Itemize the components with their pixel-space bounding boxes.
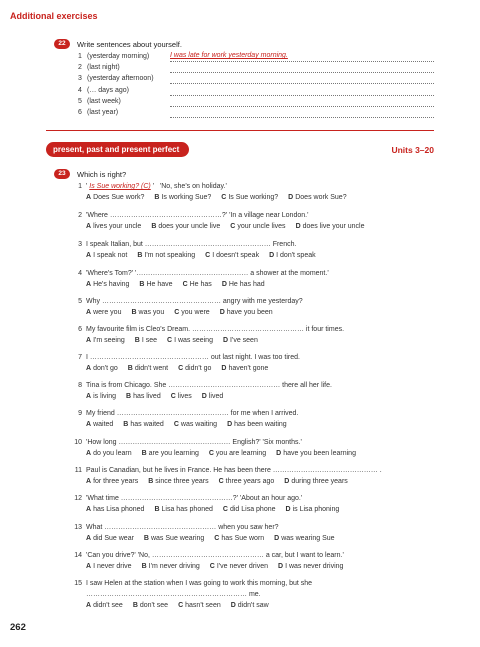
answer-option[interactable] — [284, 478, 347, 485]
question-stem: 'How long ………………………………………… English?' 'Six months.' — [86, 439, 302, 446]
option-letter: D — [278, 563, 284, 570]
option-letter: C — [209, 563, 215, 570]
question-number: 12 — [74, 495, 82, 502]
option-letter: C — [170, 393, 176, 400]
answer-options — [86, 223, 375, 230]
option-text: I see — [141, 337, 157, 344]
option-text: do you learn — [93, 450, 132, 457]
option-letter: A — [86, 450, 92, 457]
exercise-row — [78, 53, 438, 64]
option-letter: D — [222, 337, 229, 344]
exercise-row — [78, 87, 438, 98]
answer-line[interactable] — [170, 95, 434, 96]
option-text: I was seeing — [174, 337, 213, 344]
row-cue: (last week) — [87, 97, 121, 105]
answer-option[interactable] — [142, 563, 200, 570]
option-letter: D — [284, 478, 290, 485]
answer-option[interactable] — [131, 309, 164, 316]
answer-option[interactable] — [123, 421, 164, 428]
option-text: has Lisa phoned — [93, 506, 145, 513]
option-letter: A — [86, 421, 92, 428]
question-number: 10 — [74, 439, 82, 446]
option-text: three years ago — [225, 478, 275, 485]
answer-option[interactable] — [223, 506, 276, 513]
option-letter: C — [221, 194, 227, 201]
answer-option[interactable] — [205, 252, 259, 259]
option-letter: D — [230, 602, 236, 609]
option-letter: A — [86, 506, 92, 513]
answer-option[interactable] — [209, 450, 266, 457]
question-number: 14 — [74, 552, 82, 559]
question-number: 2 — [78, 212, 82, 219]
answer-option[interactable] — [86, 506, 144, 513]
answer-option[interactable] — [86, 281, 129, 288]
question-number: 4 — [78, 270, 82, 277]
question-stem: 'Where …………………………………………?' 'In a village near London.' — [86, 212, 309, 219]
answer-option[interactable] — [183, 281, 212, 288]
option-text: He have — [146, 281, 173, 288]
option-letter: C — [167, 337, 173, 344]
answer-option[interactable] — [174, 421, 217, 428]
question-stem: Paul is Canadian, but he lives in France. He has been there ……………………………………… . — [86, 467, 382, 474]
option-text: are you learning — [148, 450, 199, 457]
option-letter: A — [86, 223, 92, 230]
answer-option[interactable] — [178, 602, 221, 609]
answer-option[interactable] — [86, 535, 134, 542]
option-text: is living — [93, 393, 117, 400]
option-letter: A — [86, 194, 92, 201]
question-stem: Tina is from Chicago. She ………………………………………… there all her life. — [86, 382, 332, 389]
question-number: 9 — [78, 410, 82, 417]
option-text: was waiting — [180, 421, 218, 428]
option-text: I'm not speaking — [144, 252, 196, 259]
exercise-instruction: Which is right? — [77, 170, 127, 179]
question-number: 11 — [74, 467, 82, 474]
answer-option[interactable] — [86, 421, 113, 428]
option-text: I've never driven — [216, 563, 268, 570]
answer-options — [86, 450, 366, 457]
answer-option[interactable] — [274, 535, 334, 542]
answer-option[interactable] — [133, 602, 168, 609]
answer-line[interactable] — [170, 72, 434, 73]
question-stem: My favourite film is Cleo's Dream. ………………………………………… it four times. — [86, 326, 345, 333]
option-letter: B — [134, 337, 140, 344]
question-stem: 'Where's Tom?' '………………………………………… a shower at the moment.' — [86, 270, 329, 277]
question-stem: Why …………………………………………… angry with me yesterday? — [86, 298, 303, 305]
answer-option[interactable] — [221, 194, 278, 201]
answer-option[interactable] — [223, 337, 258, 344]
option-letter: C — [218, 478, 224, 485]
row-cue: (… days ago) — [87, 86, 130, 94]
option-letter: C — [214, 535, 220, 542]
answer-options — [86, 365, 278, 372]
sample-answer: Is Sue working? (C) — [89, 183, 151, 190]
answer-options — [86, 393, 233, 400]
option-text: you are learning — [215, 450, 267, 457]
question-number: 5 — [78, 298, 82, 305]
row-number: 1 — [78, 53, 82, 60]
option-letter: B — [143, 535, 149, 542]
answer-options — [86, 337, 268, 344]
option-text: didn't see — [93, 602, 123, 609]
option-text: lived — [208, 393, 224, 400]
option-text: was you — [138, 309, 165, 316]
option-letter: D — [219, 309, 225, 316]
exercise-row — [78, 109, 438, 120]
option-text: I'm never driving — [148, 563, 200, 570]
option-letter: B — [132, 602, 138, 609]
option-letter: D — [221, 365, 227, 372]
option-letter: A — [86, 252, 92, 259]
answer-options — [86, 535, 345, 542]
option-text: hasn't seen — [185, 602, 221, 609]
option-text: did Lisa phone — [229, 506, 276, 513]
option-text: does your uncle live — [158, 223, 221, 230]
option-letter: D — [221, 281, 227, 288]
option-letter: D — [285, 506, 291, 513]
answer-option[interactable] — [86, 450, 132, 457]
question-stem: I …………………………………………… out last night. I was too tired. — [86, 354, 300, 361]
answer-option[interactable] — [296, 223, 365, 230]
answer-options — [86, 602, 279, 609]
row-number: 4 — [78, 86, 82, 94]
page-number: 262 — [10, 622, 26, 633]
answer-option[interactable] — [230, 223, 285, 230]
answer-option[interactable] — [288, 194, 346, 201]
row-cue: (yesterday afternoon) — [87, 75, 154, 83]
question-number: 15 — [74, 580, 82, 587]
answer-option[interactable] — [126, 393, 161, 400]
option-letter: A — [86, 478, 92, 485]
option-text: He has — [189, 281, 212, 288]
question-stem: ' Is Sue working? (C) ' 'No, she's on holiday.' — [86, 183, 227, 190]
exercise-row — [78, 98, 438, 109]
answer-option[interactable] — [220, 309, 273, 316]
option-letter: C — [222, 506, 228, 513]
option-text: He has had — [228, 281, 265, 288]
answer-option[interactable] — [174, 309, 209, 316]
answer-options — [86, 194, 357, 201]
row-number: 2 — [78, 64, 82, 72]
answer-line[interactable] — [170, 83, 434, 84]
answer-option[interactable] — [222, 281, 265, 288]
answer-option[interactable] — [86, 365, 118, 372]
option-text: has lived — [133, 393, 161, 400]
option-text: Is working Sue? — [161, 194, 212, 201]
option-letter: D — [274, 535, 280, 542]
option-text: for three years — [93, 478, 139, 485]
option-letter: C — [178, 602, 184, 609]
option-text: don't see — [139, 602, 169, 609]
option-text: did Sue wear — [93, 535, 134, 542]
answer-option[interactable] — [154, 506, 212, 513]
option-letter: B — [137, 252, 143, 259]
answer-option[interactable] — [135, 337, 157, 344]
option-letter: A — [86, 365, 92, 372]
option-text: were you — [93, 309, 122, 316]
answer-line[interactable] — [170, 117, 434, 118]
answer-option[interactable] — [286, 506, 340, 513]
option-letter: C — [230, 223, 236, 230]
units-reference: Units 3–20 — [391, 145, 434, 155]
option-text: Lisa has phoned — [161, 506, 213, 513]
option-letter: C — [182, 281, 188, 288]
option-text: was Sue wearing — [150, 535, 205, 542]
option-text: does live your uncle — [302, 223, 365, 230]
option-text: Does Sue work? — [93, 194, 145, 201]
row-cue: (last night) — [87, 64, 120, 72]
question-stem: I speak Italian, but ……………………………………………… French. — [86, 241, 297, 248]
option-letter: B — [123, 421, 129, 428]
option-text: have you been — [226, 309, 273, 316]
option-text: lives — [177, 393, 192, 400]
option-text: has Sue worn — [221, 535, 265, 542]
answer-option[interactable] — [227, 421, 287, 428]
answer-option[interactable] — [221, 365, 268, 372]
option-text: I don't speak — [276, 252, 316, 259]
option-letter: B — [131, 309, 137, 316]
answer-option[interactable] — [167, 337, 213, 344]
answer-option[interactable] — [214, 535, 264, 542]
option-text: didn't went — [134, 365, 169, 372]
answer-option[interactable] — [86, 194, 144, 201]
option-letter: B — [141, 563, 147, 570]
option-text: has been waiting — [234, 421, 287, 428]
option-letter: B — [126, 393, 132, 400]
answer-options — [86, 421, 297, 428]
question-stem: What ………………………………………… when you saw her? — [86, 524, 279, 531]
question-stem: I saw Helen at the station when I was going to work this morning, but she — [86, 580, 313, 587]
option-letter: B — [141, 450, 147, 457]
option-text: waited — [93, 421, 114, 428]
answer-option[interactable] — [154, 194, 211, 201]
option-text: haven't gone — [228, 365, 269, 372]
question-number: 8 — [78, 382, 82, 389]
answer-option[interactable] — [144, 535, 204, 542]
option-text: since three years — [155, 478, 209, 485]
option-text: didn't go — [185, 365, 212, 372]
row-cue: (last year) — [87, 108, 119, 116]
answer-line[interactable] — [170, 61, 434, 62]
answer-option[interactable] — [86, 393, 116, 400]
option-text: I was never driving — [285, 563, 344, 570]
option-text: Is Sue working? — [228, 194, 279, 201]
option-letter: C — [173, 421, 179, 428]
answer-option[interactable] — [202, 393, 223, 400]
answer-option[interactable] — [128, 365, 168, 372]
option-letter: D — [276, 450, 282, 457]
answer-option[interactable] — [86, 309, 121, 316]
question-stem-continued: …………………………………………………………… me. — [86, 591, 261, 598]
answer-options — [86, 281, 275, 288]
option-letter: A — [86, 309, 92, 316]
option-text: I never drive — [93, 563, 132, 570]
option-text: didn't saw — [237, 602, 269, 609]
option-letter: D — [269, 252, 275, 259]
option-letter: D — [201, 393, 207, 400]
row-number: 5 — [78, 97, 82, 105]
option-letter: B — [148, 478, 154, 485]
option-letter: C — [178, 365, 184, 372]
option-text: don't go — [93, 365, 118, 372]
answer-option[interactable] — [86, 223, 141, 230]
option-letter: B — [154, 194, 160, 201]
question-number: 1 — [78, 183, 82, 190]
option-letter: C — [174, 309, 180, 316]
option-letter: A — [86, 563, 92, 570]
answer-option[interactable] — [210, 563, 268, 570]
option-letter: A — [86, 281, 92, 288]
answer-option[interactable] — [137, 252, 195, 259]
option-letter: C — [208, 450, 214, 457]
answer-option[interactable] — [86, 337, 125, 344]
exercise-row — [78, 75, 438, 86]
answer-options — [86, 252, 326, 259]
row-number: 3 — [78, 75, 82, 83]
answer-option[interactable] — [269, 252, 316, 259]
section-header-title: Additional exercises — [10, 11, 98, 21]
option-text: during three years — [291, 478, 348, 485]
option-letter: D — [288, 194, 294, 201]
option-text: I've seen — [230, 337, 258, 344]
option-text: I'm seeing — [93, 337, 125, 344]
question-number: 3 — [78, 241, 82, 248]
option-text: have you been learning — [283, 450, 356, 457]
option-text: Does work Sue? — [295, 194, 347, 201]
sample-answer: I was late for work yesterday morning. — [170, 52, 288, 59]
question-number: 13 — [74, 524, 82, 531]
question-number: 7 — [78, 354, 82, 361]
answer-option[interactable] — [219, 478, 275, 485]
option-text: He's having — [93, 281, 130, 288]
answer-option[interactable] — [148, 478, 208, 485]
option-letter: D — [295, 223, 301, 230]
answer-line[interactable] — [170, 106, 434, 107]
row-cue: (yesterday morning) — [87, 53, 150, 60]
answer-options — [86, 506, 349, 513]
question-stem: 'What time …………………………………………?' 'About an hour ago.' — [86, 495, 303, 502]
exercise-row — [78, 64, 438, 75]
question-number: 6 — [78, 326, 82, 333]
option-letter: A — [86, 393, 92, 400]
option-letter: B — [139, 281, 145, 288]
answer-option[interactable] — [231, 602, 269, 609]
answer-options — [86, 563, 353, 570]
exercise-number-badge: 23 — [54, 169, 70, 179]
answer-option[interactable] — [142, 450, 199, 457]
question-stem: 'Can you drive?' 'No, ………………………………………… a car, but I want to learn.' — [86, 552, 344, 559]
question-stem: My friend ………………………………………… for me when I arrived. — [86, 410, 299, 417]
option-letter: B — [127, 365, 133, 372]
option-text: your uncle lives — [237, 223, 286, 230]
exercise-number-badge: 22 — [54, 39, 70, 49]
answer-option[interactable] — [178, 365, 211, 372]
answer-option[interactable] — [171, 393, 192, 400]
answer-option[interactable] — [86, 602, 123, 609]
option-letter: D — [227, 421, 233, 428]
option-letter: A — [86, 337, 92, 344]
option-text: I doesn't speak — [212, 252, 260, 259]
option-text: I speak not — [93, 252, 128, 259]
section-divider — [46, 130, 434, 131]
answer-option[interactable] — [86, 252, 127, 259]
answer-option[interactable] — [278, 563, 343, 570]
option-text: you were — [181, 309, 210, 316]
option-letter: B — [151, 223, 157, 230]
option-letter: A — [86, 535, 92, 542]
answer-option[interactable] — [86, 563, 132, 570]
option-text: lives your uncle — [93, 223, 142, 230]
option-letter: A — [86, 602, 92, 609]
answer-option[interactable] — [86, 478, 138, 485]
row-number: 6 — [78, 108, 82, 116]
option-letter: B — [154, 506, 160, 513]
exercise-instruction: Write sentences about yourself. — [77, 40, 182, 49]
answer-options — [86, 309, 283, 316]
answer-option[interactable] — [276, 450, 356, 457]
option-text: was wearing Sue — [281, 535, 335, 542]
option-letter: C — [205, 252, 211, 259]
answer-options — [86, 478, 358, 485]
section-title-bar: present, past and present perfect — [46, 142, 189, 157]
answer-option[interactable] — [139, 281, 172, 288]
option-text: has waited — [130, 421, 164, 428]
exercise-22-list — [78, 53, 438, 120]
answer-option[interactable] — [151, 223, 220, 230]
option-text: is Lisa phoning — [292, 506, 340, 513]
